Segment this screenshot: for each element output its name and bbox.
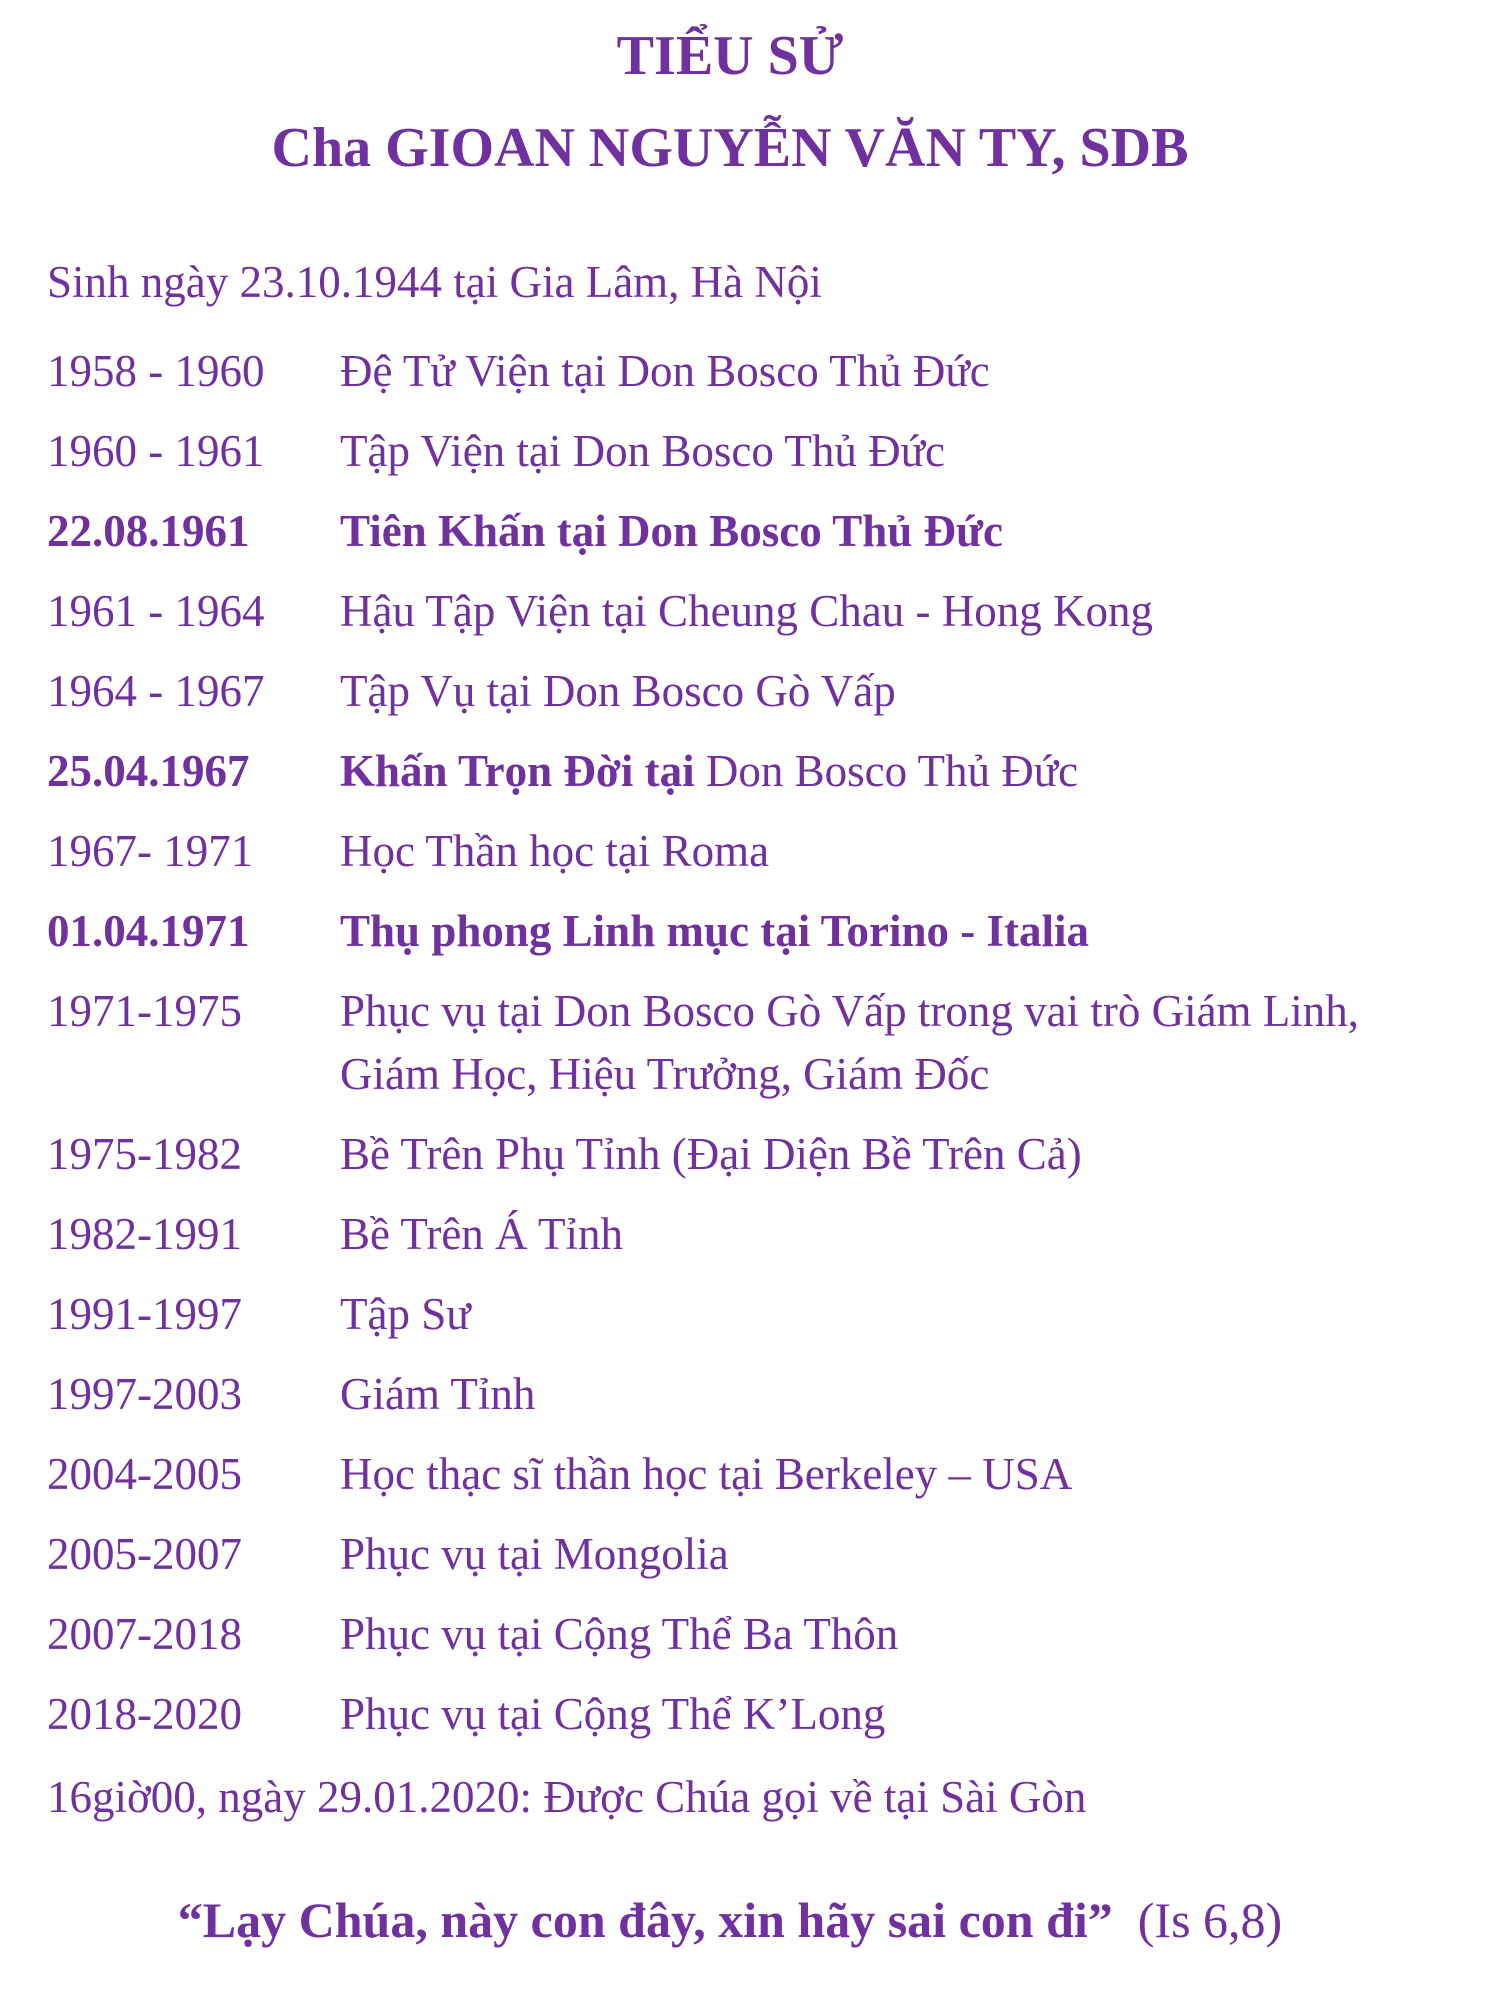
timeline-desc: Hậu Tập Viện tại Cheung Chau - Hong Kong — [340, 586, 1154, 636]
timeline-row — [47, 1443, 1467, 1506]
timeline-desc: Tập Vụ tại Don Bosco Gò Vấp — [340, 666, 896, 716]
timeline-desc: Tập Sư — [340, 1289, 471, 1339]
quote-text: “Lạy Chúa, này con đây, xin hãy sai con đi” — [177, 1892, 1113, 1948]
timeline-date: 2005-2007 — [47, 1529, 242, 1579]
timeline-row — [47, 1523, 1467, 1586]
timeline-date: 1961 - 1964 — [47, 586, 265, 636]
timeline-desc — [340, 740, 1467, 803]
timeline-desc: Giám Tỉnh — [340, 1369, 536, 1419]
page-title: TIỂU SỬ — [616, 25, 844, 87]
timeline-date: 1971-1975 — [47, 986, 242, 1036]
timeline-row — [47, 1603, 1467, 1666]
timeline-date: 01.04.1971 — [47, 906, 250, 956]
timeline-date: 1991-1997 — [47, 1289, 242, 1339]
timeline-desc: Bề Trên Á Tỉnh — [340, 1209, 623, 1259]
timeline-date: 1958 - 1960 — [47, 346, 265, 396]
timeline-row — [47, 1683, 1467, 1746]
timeline-desc: Phục vụ tại Cộng Thể K’Long — [340, 1689, 886, 1739]
death-line: 16giờ00, ngày 29.01.2020: Được Chúa gọi về tại Sài Gòn — [47, 1772, 1087, 1822]
timeline-row — [47, 660, 1467, 723]
timeline-date: 2007-2018 — [47, 1609, 242, 1659]
timeline-desc: Bề Trên Phụ Tỉnh (Đại Diện Bề Trên Cả) — [340, 1129, 1082, 1179]
timeline-row — [47, 1203, 1467, 1266]
timeline-date: 25.04.1967 — [47, 746, 250, 796]
timeline-desc: Phục vụ tại Cộng Thể Ba Thôn — [340, 1609, 899, 1659]
timeline-date: 1982-1991 — [47, 1209, 242, 1259]
timeline-row — [47, 1363, 1467, 1426]
timeline-date: 1964 - 1967 — [47, 666, 265, 716]
timeline-date: 2004-2005 — [47, 1449, 242, 1499]
timeline-date: 2018-2020 — [47, 1689, 242, 1739]
timeline-desc-bold: Khấn Trọn Đời tại — [340, 746, 695, 796]
timeline-row-highlight — [47, 740, 1467, 803]
timeline-desc: Đệ Tử Viện tại Don Bosco Thủ Đức — [340, 346, 990, 396]
timeline-date: 1967- 1971 — [47, 826, 254, 876]
timeline-desc-rest: Don Bosco Thủ Đức — [694, 746, 1079, 796]
closing-quote — [0, 1892, 1460, 1948]
timeline-row — [47, 1283, 1467, 1346]
timeline-row — [47, 1123, 1467, 1186]
timeline — [47, 340, 1467, 1763]
timeline-desc: Thụ phong Linh mục tại Torino - Italia — [340, 906, 1090, 956]
timeline-date: 1960 - 1961 — [47, 426, 265, 476]
timeline-desc: Phục vụ tại Mongolia — [340, 1529, 729, 1579]
timeline-row — [47, 820, 1467, 883]
timeline-row-highlight — [47, 900, 1467, 963]
birth-line: Sinh ngày 23.10.1944 tại Gia Lâm, Hà Nội — [47, 257, 822, 307]
timeline-desc: Tiên Khấn tại Don Bosco Thủ Đức — [340, 506, 1004, 556]
timeline-date: 1975-1982 — [47, 1129, 242, 1179]
quote-reference: (Is 6,8) — [1137, 1892, 1283, 1948]
timeline-desc: Phục vụ tại Don Bosco Gò Vấp trong vai trò Giám Linh, Giám Học, Hiệu Trưởng, Giám Đốc — [340, 986, 1360, 1099]
timeline-desc: Học thạc sĩ thần học tại Berkeley – USA — [340, 1449, 1073, 1499]
timeline-row — [47, 980, 1467, 1106]
timeline-date: 1997-2003 — [47, 1369, 242, 1419]
page-subtitle: Cha GIOAN NGUYỄN VĂN TY, SDB — [271, 117, 1189, 179]
timeline-desc: Tập Viện tại Don Bosco Thủ Đức — [340, 426, 945, 476]
timeline-row-highlight — [47, 500, 1467, 563]
timeline-row — [47, 420, 1467, 483]
timeline-row — [47, 340, 1467, 403]
timeline-desc: Học Thần học tại Roma — [340, 826, 770, 876]
timeline-row — [47, 580, 1467, 643]
timeline-date: 22.08.1961 — [47, 506, 250, 556]
